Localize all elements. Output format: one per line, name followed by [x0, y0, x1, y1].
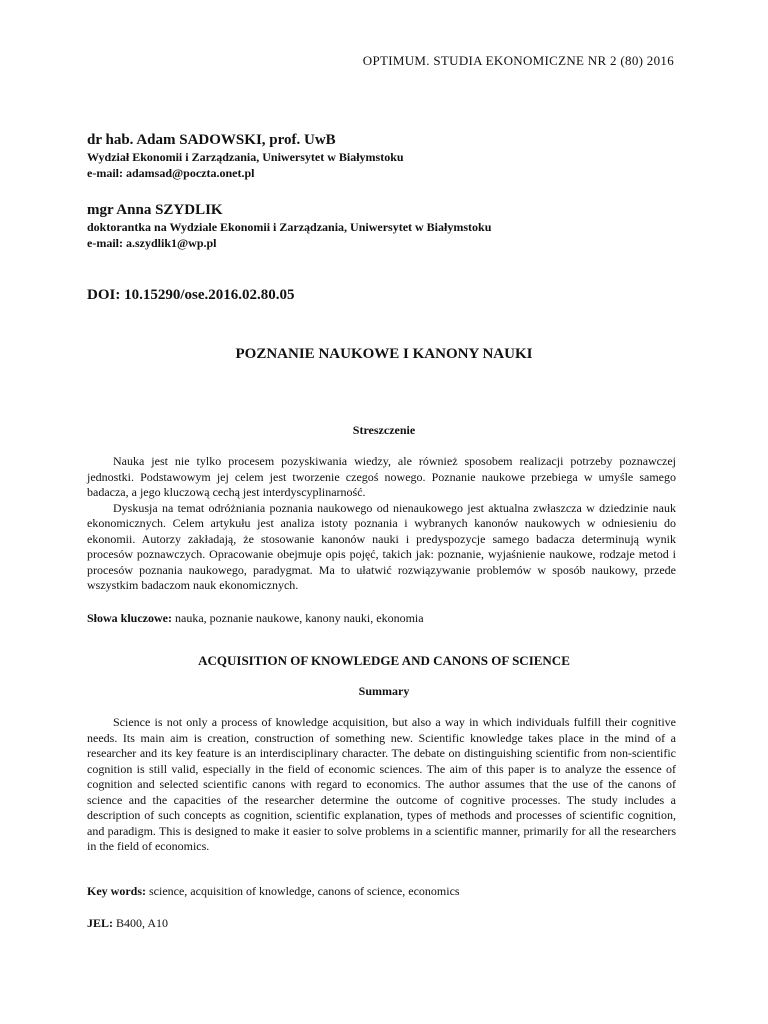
jel-value: B400, A10 [113, 916, 169, 930]
keywords-en [87, 884, 676, 899]
abstract-paragraph: Dyskusja na temat odróżniania poznania naukowego od nienaukowego jest aktualna zwłaszcza w dziedzinie nauk ekonomicznych. Celem artykułu jest analiza istoty poznania i wybranych kanonów naukowych w odniesieniu do ekonomii. Autorzy zakładają, że stosowanie kanonów nauki i predyspozycje samego badacza determinują wynik procesów poznawczych. Opracowanie obejmuje opis pojęć, takich jak: poznanie, wyjaśnienie naukowe, rodzaje metod i procesów poznania naukowego, paradygmat. Ma to ułatwić rozwiązywanie problemów w sposób naukowy, przede wszystkim badaczom nauk ekonomicznych. [87, 500, 676, 592]
author-email: e-mail: a.szydlik1@wp.pl [87, 236, 217, 250]
keywords-list: nauka, poznanie naukowe, kanony nauki, ekonomia [172, 611, 424, 625]
doi: DOI: 10.15290/ose.2016.02.80.05 [87, 287, 295, 303]
abstract-pl [87, 454, 676, 594]
keywords-label: Key words: [87, 884, 146, 898]
jel-codes [87, 916, 676, 931]
author-name: mgr Anna SZYDLIK [87, 202, 223, 218]
keywords-list: science, acquisition of knowledge, canons of science, economics [146, 884, 460, 898]
keywords-label: Słowa kluczowe: [87, 611, 172, 625]
abstract-paragraph: Nauka jest nie tylko procesem pozyskiwania wiedzy, ale również sposobem realizacji potrzeby poznawczej jednostki. Podstawowym jej celem jest tworzenie czegoś nowego. Poznanie naukowe przebiega w umyśle samego badacza, a jego kluczową cechą jest interdyscyplinarność. [87, 454, 676, 499]
author-affiliation: doktorantka na Wydziale Ekonomii i Zarządzania, Uniwersytet w Białymstoku [87, 220, 492, 234]
author-email: e-mail: adamsad@poczta.onet.pl [87, 166, 255, 180]
journal-header: OPTIMUM. STUDIA EKONOMICZNE NR 2 (80) 2016 [362, 53, 674, 68]
abstract-heading-pl: Streszczenie [352, 423, 416, 437]
article-title-en: ACQUISITION OF KNOWLEDGE AND CANONS OF SCIENCE [198, 653, 570, 668]
author-block-1 [87, 131, 404, 181]
author-name: dr hab. Adam SADOWSKI, prof. UwB [87, 132, 336, 148]
abstract-paragraph: Science is not only a process of knowledge acquisition, but also a way in which individuals fulfill their cognitive needs. Its main aim is creation, construction of something new. Scientific knowledge takes place in the mind of a researcher and its key feature is an interdisciplinary character. The debate on distinguishing scientific from non-scientific cognition is still valid, especially in the field of economic sciences. The aim of this paper is to analyze the essence of cognition and selected scientific canons with regard to economics. The author assumes that the use of the canons of science and the capacities of the researcher determine the outcome of cognitive processes. The study includes a description of such concepts as cognition, scientific explanation, types of methods and processes of scientific cognition, and paradigm. This is designed to make it easier to solve problems in a scientific manner, primarily for all the researchers in the field of economics. [87, 715, 676, 853]
abstract-en [87, 715, 676, 855]
abstract-heading-en: Summary [358, 684, 410, 698]
author-affiliation: Wydział Ekonomii i Zarządzania, Uniwersytet w Białymstoku [87, 150, 404, 164]
jel-label: JEL: [87, 916, 114, 930]
keywords-pl [87, 611, 676, 626]
author-block-2 [87, 201, 491, 251]
article-title-pl: POZNANIE NAUKOWE I KANONY NAUKI [235, 346, 533, 362]
